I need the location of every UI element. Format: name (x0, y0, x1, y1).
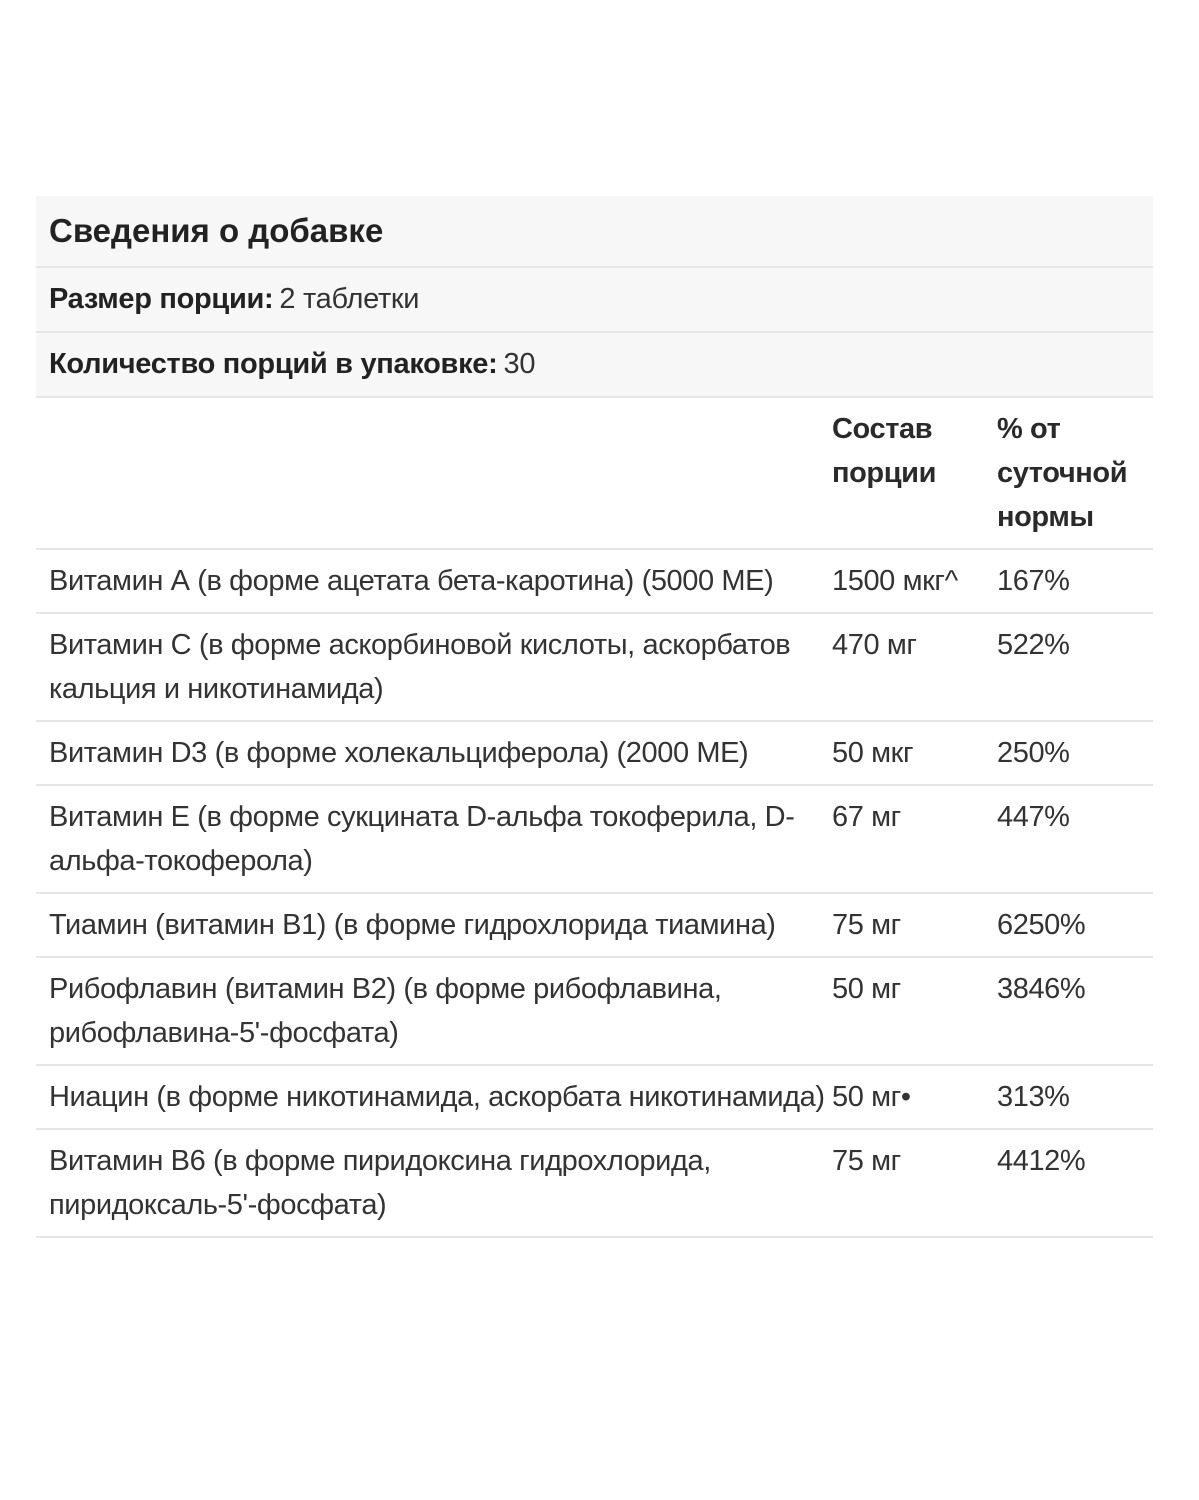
nutrient-amount: 50 мкг (832, 721, 997, 785)
nutrient-dv: 522% (997, 613, 1153, 721)
table-row (36, 785, 1153, 893)
header-daily-value: % от суточной нормы (997, 398, 1153, 549)
facts-title: Сведения о добавке (36, 196, 1153, 268)
nutrient-name: Витамин А (в форме ацетата бета-каротина) (5000 МЕ) (36, 549, 832, 613)
supplement-facts-panel (36, 196, 1153, 1238)
table-header-row (36, 398, 1153, 549)
nutrient-amount: 1500 мкг^ (832, 549, 997, 613)
servings-value: 30 (503, 348, 536, 380)
nutrient-name: Витамин С (в форме аскорбиновой кислоты, аскорбатов кальция и никотинамида) (36, 613, 832, 721)
nutrient-name: Тиамин (витамин В1) (в форме гидрохлорида тиамина) (36, 893, 832, 957)
table-row (36, 549, 1153, 613)
serving-size-value: 2 таблетки (279, 283, 420, 315)
header-empty-cell (36, 398, 832, 549)
nutrient-amount: 470 мг (832, 613, 997, 721)
nutrient-amount: 67 мг (832, 785, 997, 893)
nutrient-dv: 250% (997, 721, 1153, 785)
nutrient-amount: 50 мг• (832, 1065, 997, 1129)
table-row (36, 1129, 1153, 1237)
nutrient-dv: 313% (997, 1065, 1153, 1129)
nutrient-amount: 75 мг (832, 893, 997, 957)
header-amount: Состав порции (832, 398, 997, 549)
table-row (36, 613, 1153, 721)
nutrient-dv: 3846% (997, 957, 1153, 1065)
serving-size-label: Размер порции: (49, 283, 274, 315)
table-row (36, 893, 1153, 957)
nutrient-dv: 167% (997, 549, 1153, 613)
nutrient-name: Витамин Е (в форме сукцината D-альфа токоферила, D-альфа-токоферола) (36, 785, 832, 893)
table-row (36, 957, 1153, 1065)
nutrient-name: Ниацин (в форме никотинамида, аскорбата никотинамида) (36, 1065, 832, 1129)
nutrient-name: Витамин В6 (в форме пиридоксина гидрохлорида, пиридоксаль-5'-фосфата) (36, 1129, 832, 1237)
servings-label: Количество порций в упаковке: (49, 348, 498, 380)
nutrient-name: Витамин D3 (в форме холекальциферола) (2000 МЕ) (36, 721, 832, 785)
servings-per-container-line (36, 333, 1153, 398)
table-row (36, 721, 1153, 785)
nutrient-dv: 447% (997, 785, 1153, 893)
nutrient-dv: 4412% (997, 1129, 1153, 1237)
table-row (36, 1065, 1153, 1129)
serving-size-line (36, 268, 1153, 333)
nutrient-amount: 75 мг (832, 1129, 997, 1237)
nutrient-amount: 50 мг (832, 957, 997, 1065)
nutrient-dv: 6250% (997, 893, 1153, 957)
nutrient-name: Рибофлавин (витамин В2) (в форме рибофлавина, рибофлавина-5'-фосфата) (36, 957, 832, 1065)
nutrients-table (36, 398, 1153, 1238)
